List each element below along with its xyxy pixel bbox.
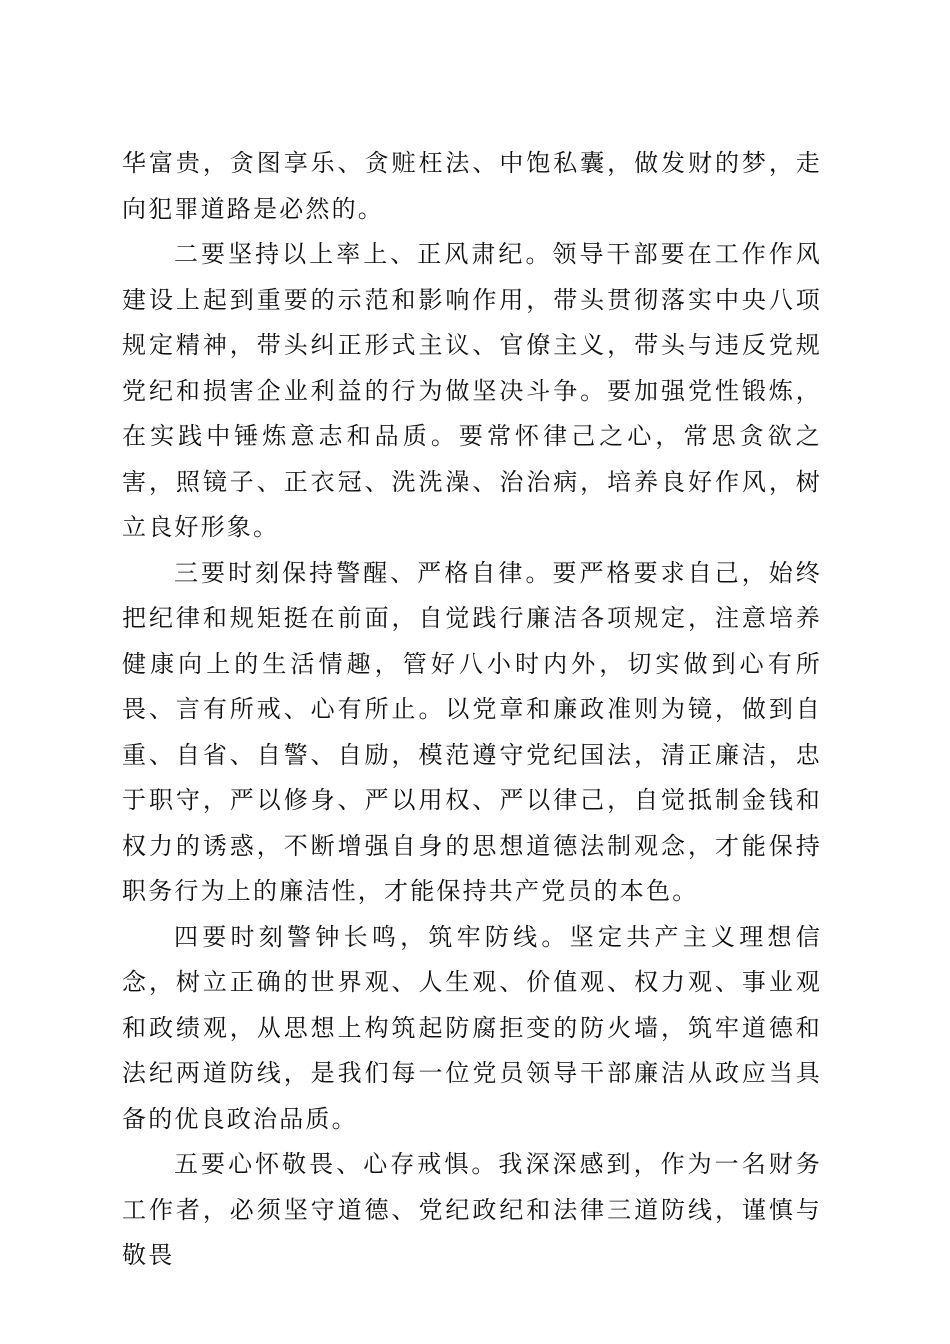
paragraph-point-three: 三要时刻保持警醒、严格自律。要严格要求自己，始终把纪律和规矩挺在前面，自觉践行廉洁各项规定，注意培养健康向上的生活情趣，管好八小时内外，切实做到心有所畏、言有所戒、心有所止。以党章和廉政准则为镜，做到自重、自省、自警、自励，模范遵守党纪国法，清正廉洁，忠于职守，严以修身、严以用权、严以律己，自觉抵制金钱和权力的诱惑，不断增强自身的思想道德法制观念，才能保持职务行为上的廉洁性，才能保持共产党员的本色。 [122,558,822,905]
paragraph-continuation: 华富贵，贪图享乐、贪赃枉法、中饱私囊，做发财的梦，走向犯罪道路是必然的。 [122,149,822,223]
paragraph-point-four: 四要时刻警钟长鸣，筑牢防线。坚定共产主义理想信念，树立正确的世界观、人生观、价值观、权力观、事业观和政绩观，从思想上构筑起防腐拒变的防火墙，筑牢道德和法纪两道防线，是我们每一位党员领导干部廉洁从政应当具备的优良政治品质。 [122,922,822,1133]
paragraph-point-two: 二要坚持以上率上、正风肃纪。领导干部要在工作作风建设上起到重要的示范和影响作用，带头贯彻落实中央八项规定精神，带头纠正形式主议、官僚主义，带头与违反党规党纪和损害企业利益的行为做坚决斗争。要加强党性锻炼，在实践中锤炼意志和品质。要常怀律己之心，常思贪欲之害，照镜子、正衣冠、洗洗澡、治治病，培养良好作风，树立良好形象。 [122,240,822,541]
paragraph-point-five: 五要心怀敬畏、心存戒惧。我深深感到，作为一名财务工作者，必须坚守道德、党纪政纪和法律三道防线，谨慎与敬畏 [122,1150,822,1269]
body-text [122,141,822,1279]
